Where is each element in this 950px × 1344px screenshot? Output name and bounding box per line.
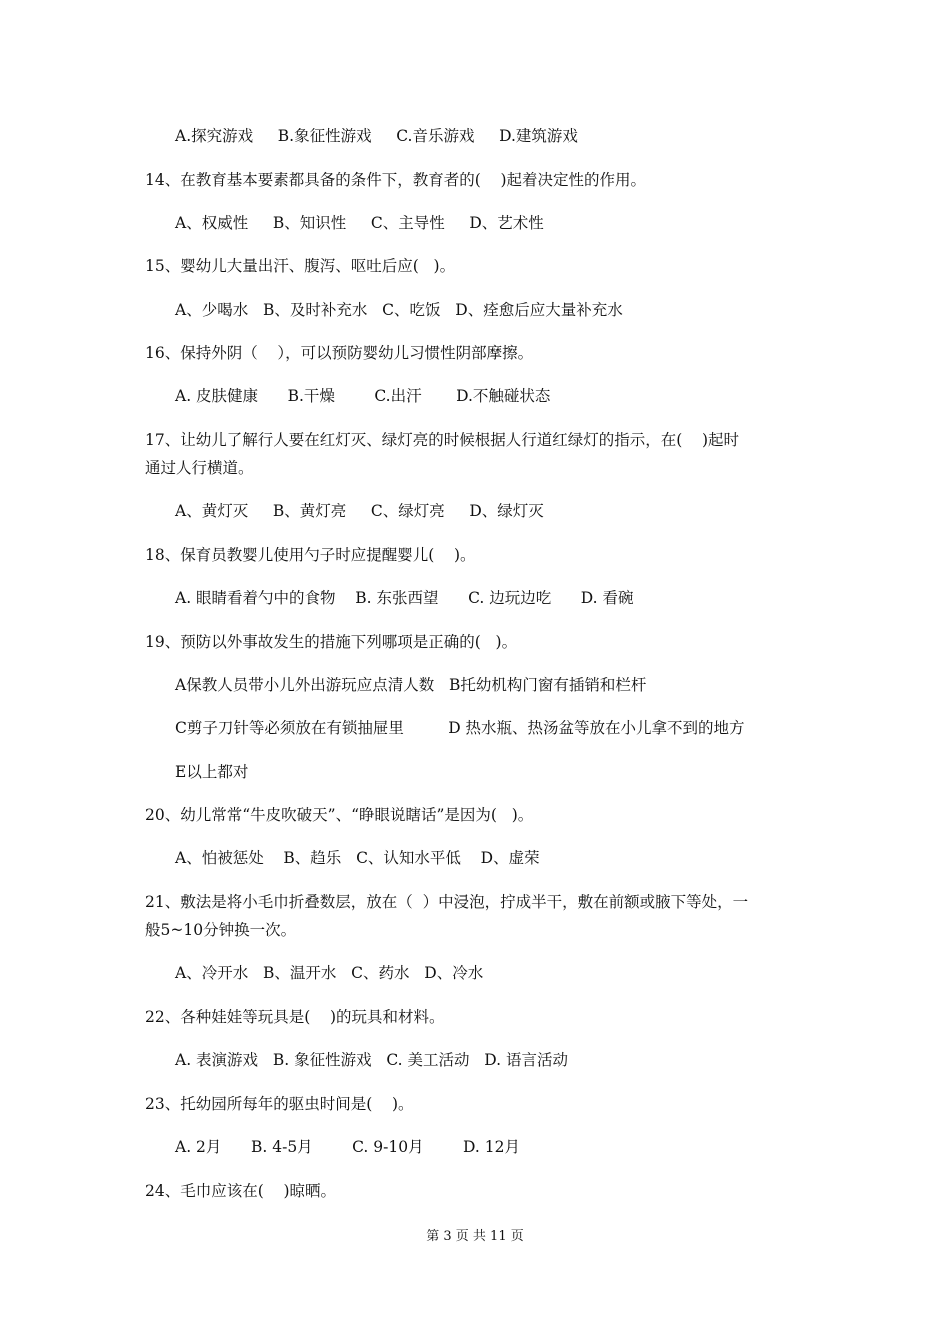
q21-options: A、冷开水 B、温开水 C、药水 D、冷水 bbox=[175, 964, 484, 982]
q17-question-line2: 通过人行横道。 bbox=[145, 459, 254, 477]
q18-options: A. 眼睛看着勺中的食物 B. 东张西望 C. 边玩边吃 D. 看碗 bbox=[175, 589, 634, 607]
q22-question: 22、各种娃娃等玩具是( )的玩具和材料。 bbox=[145, 1008, 445, 1026]
q19-options-row1: A保教人员带小儿外出游玩应点清人数 B托幼机构门窗有插销和栏杆 bbox=[175, 676, 647, 694]
q17-question-line1: 17、让幼儿了解行人要在红灯灭、绿灯亮的时候根据人行道红绿灯的指示，在( )起时 bbox=[145, 431, 740, 449]
q15-question: 15、婴幼儿大量出汗、腹泻、呕吐后应( )。 bbox=[145, 257, 456, 275]
page-footer: 第 3 页 共 11 页 bbox=[426, 1229, 524, 1244]
q13-options: A.探究游戏 B.象征性游戏 C.音乐游戏 D.建筑游戏 bbox=[175, 127, 578, 145]
q20-question: 20、幼儿常常“牛皮吹破天”、“睁眼说瞎话”是因为( )。 bbox=[145, 806, 534, 824]
q16-question: 16、保持外阴（ ），可以预防婴幼儿习惯性阴部摩擦。 bbox=[145, 344, 534, 362]
q14-question: 14、在教育基本要素都具备的条件下，教育者的( )起着决定性的作用。 bbox=[145, 171, 647, 189]
q19-question: 19、预防以外事故发生的措施下列哪项是正确的( )。 bbox=[145, 633, 518, 651]
q18-question: 18、保育员教婴儿使用勺子时应提醒婴儿( )。 bbox=[145, 546, 476, 564]
q23-options: A. 2月 B. 4-5月 C. 9-10月 D. 12月 bbox=[175, 1138, 520, 1156]
q16-options: A. 皮肤健康 B.干燥 C.出汗 D.不触碰状态 bbox=[175, 387, 551, 405]
q24-question: 24、毛巾应该在( )晾晒。 bbox=[145, 1182, 337, 1200]
q19-options-row3: E以上都对 bbox=[175, 763, 249, 781]
q17-options: A、黄灯灭 B、黄灯亮 C、绿灯亮 D、绿灯灭 bbox=[175, 502, 544, 520]
q21-question-line1: 21、敷法是将小毛巾折叠数层，放在（ ）中浸泡，拧成半干，敷在前额或腋下等处，一 bbox=[145, 893, 749, 911]
q14-options: A、权威性 B、知识性 C、主导性 D、艺术性 bbox=[175, 214, 544, 232]
q21-question-line2: 般5~10分钟换一次。 bbox=[145, 921, 297, 939]
q22-options: A. 表演游戏 B. 象征性游戏 C. 美工活动 D. 语言活动 bbox=[175, 1051, 569, 1069]
q20-options: A、怕被惩处 B、趋乐 C、认知水平低 D、虚荣 bbox=[175, 849, 540, 867]
q23-question: 23、托幼园所每年的驱虫时间是( )。 bbox=[145, 1095, 414, 1113]
q19-options-row2: C剪子刀针等必须放在有锁抽屉里 D 热水瓶、热汤盆等放在小儿拿不到的地方 bbox=[175, 719, 745, 737]
q15-options: A、少喝水 B、及时补充水 C、吃饭 D、痊愈后应大量补充水 bbox=[175, 301, 623, 319]
